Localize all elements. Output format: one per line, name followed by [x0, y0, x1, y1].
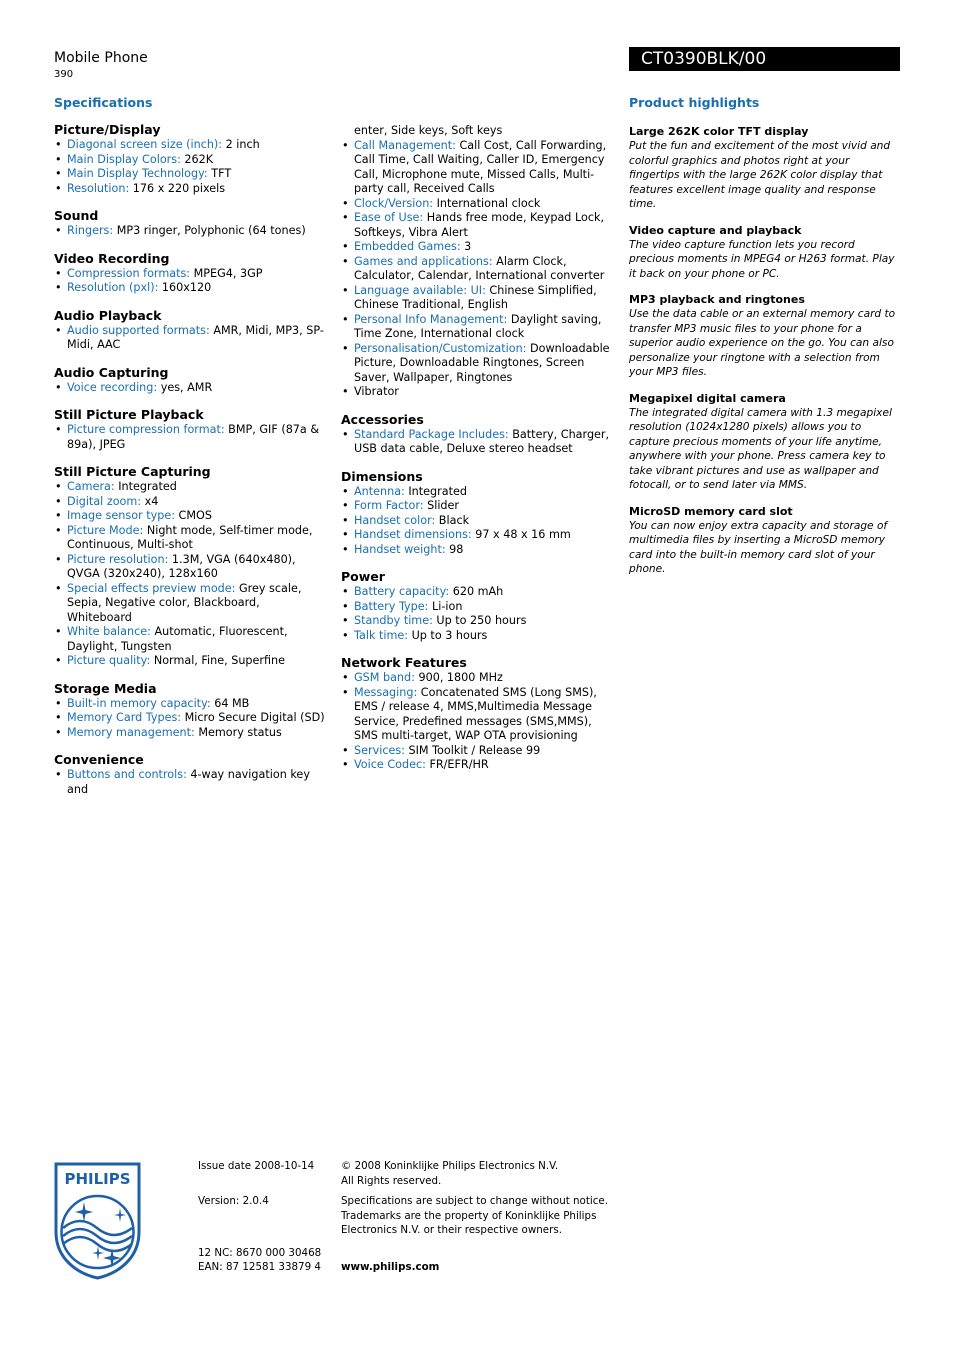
- spec-list: [54, 423, 326, 452]
- spec-item: [341, 385, 613, 400]
- highlight-title: MicroSD memory card slot: [629, 504, 793, 518]
- spec-item: [54, 224, 326, 239]
- spec-value: MPEG4, 3GP: [190, 266, 263, 280]
- spec-item: [341, 543, 613, 558]
- spec-list: [341, 485, 613, 558]
- spec-value: enter, Side keys, Soft keys: [354, 124, 503, 137]
- section-title: Convenience: [54, 752, 144, 767]
- spec-key: Compression formats:: [67, 266, 191, 280]
- notice-line-3: Electronics N.V. or their respective owners.: [341, 1224, 562, 1236]
- spec-item: [341, 671, 613, 686]
- spec-item: [341, 313, 613, 342]
- spec-list: [54, 324, 326, 353]
- spec-key: Picture resolution:: [67, 552, 169, 566]
- spec-item: [54, 423, 326, 452]
- spec-key: Games and applications:: [354, 254, 493, 268]
- spec-key: GSM band:: [354, 671, 415, 684]
- spec-key: Built-in memory capacity:: [67, 696, 211, 710]
- nc-code: 12 NC: 8670 000 30468: [198, 1247, 322, 1259]
- spec-item: [341, 342, 613, 386]
- notice: [341, 1194, 608, 1238]
- spec-item: [341, 255, 613, 284]
- section-title: Accessories: [341, 411, 424, 427]
- product-title: Mobile Phone: [54, 50, 148, 66]
- spec-item: [54, 153, 326, 168]
- section-title: Audio Capturing: [54, 364, 169, 380]
- section-title: Storage Media: [54, 680, 157, 696]
- spec-key: Special effects preview mode:: [67, 581, 236, 595]
- section-title: Network Features: [341, 655, 467, 670]
- highlight-text: Use the data cable or an external memory card to transfer MP3 music files to your phone for a superior audio experience on the go. You can also personalize your ringtone with a selection from your MP3 files.: [629, 308, 896, 378]
- section-title: Still Picture Capturing: [54, 464, 211, 479]
- spec-value: AMR, Midi, MP3, SP-Midi, AAC: [67, 323, 324, 351]
- spec-item: [341, 585, 613, 600]
- spec-item: [54, 267, 326, 282]
- issue-date: Issue date 2008-10-14: [198, 1160, 315, 1172]
- spec-key: Ringers:: [67, 224, 114, 237]
- spec-list: [54, 480, 326, 669]
- highlight-title: MP3 playback and ringtones: [629, 293, 805, 306]
- spec-key: White balance:: [67, 625, 151, 638]
- spec-list: [54, 768, 326, 797]
- spec-value: SIM Toolkit / Release 99: [404, 743, 541, 757]
- spec-item: [54, 768, 326, 797]
- spec-value: Up to 3 hours: [408, 628, 488, 642]
- spec-key: Antenna:: [354, 484, 405, 498]
- spec-key: Picture Mode:: [67, 523, 144, 537]
- spec-key: Picture compression format:: [67, 423, 225, 436]
- spec-key: Services:: [354, 743, 405, 757]
- spec-list: [341, 585, 613, 643]
- notice-line-1: Specifications are subject to change without notice.: [341, 1195, 609, 1207]
- notice-line-2: Trademarks are the property of Koninklijke Philips: [341, 1209, 597, 1222]
- spec-value: MP3 ringer, Polyphonic (64 tones): [113, 224, 306, 237]
- spec-item: [54, 480, 326, 495]
- spec-value: Hands free mode, Keypad Lock, Softkeys, Vibra Alert: [354, 211, 605, 239]
- spec-value: Memory status: [194, 725, 282, 739]
- spec-key: Language available: UI:: [354, 283, 486, 297]
- spec-key: Memory Card Types:: [67, 711, 182, 724]
- spec-value: 176 x 220 pixels: [129, 181, 226, 195]
- spec-item: [54, 381, 326, 396]
- spec-item: [54, 582, 326, 626]
- spec-list: [341, 124, 613, 400]
- spec-item: [54, 524, 326, 553]
- spec-key: Diagonal screen size (inch):: [67, 138, 223, 151]
- spec-key: Digital zoom:: [67, 494, 142, 508]
- copyright-line-2: All Rights reserved.: [341, 1174, 442, 1187]
- spec-key: Main Display Colors:: [67, 152, 181, 166]
- spec-value: 64 MB: [210, 696, 250, 710]
- spec-item: [341, 514, 613, 529]
- section-title: Audio Playback: [54, 307, 162, 323]
- spec-key: Picture quality:: [67, 654, 151, 667]
- spec-value: yes, AMR: [157, 380, 213, 394]
- highlights-column: [629, 124, 901, 588]
- spec-key: Resolution (pxl):: [67, 281, 159, 294]
- ean-code: EAN: 87 12581 33879 4: [198, 1261, 321, 1273]
- spec-key: Ease of Use:: [354, 211, 424, 224]
- philips-logo: [54, 1162, 141, 1280]
- spec-value: Vibrator: [354, 385, 399, 398]
- spec-value: BMP, GIF (87a & 89a), JPEG: [67, 423, 320, 451]
- spec-value: Slider: [423, 499, 460, 512]
- highlight-text: The integrated digital camera with 1.3 megapixel resolution (1024x1280 pixels) allows you to capture precious moments of your life anytime, anywhere with your phone. Press camera key to take vibrant pictures and use as wallpaper and fotocall, or to send later via MMS.: [629, 406, 892, 491]
- spec-value: Li-ion: [428, 599, 463, 613]
- spec-item: [341, 528, 613, 543]
- spec-value: Daylight saving, Time Zone, International clock: [354, 312, 602, 340]
- spec-key: Personalisation/Customization:: [354, 341, 527, 355]
- spec-value: x4: [141, 494, 159, 508]
- spec-value: International clock: [433, 196, 541, 210]
- spec-value: Alarm Clock, Calculator, Calendar, International converter: [354, 254, 605, 282]
- highlight-text: You can now enjoy extra capacity and storage of multimedia files by inserting a MicroSD memory card into the built-in memory card slot of your phone.: [629, 519, 888, 575]
- spec-key: Clock/Version:: [354, 196, 434, 210]
- spec-value: Call Cost, Call Forwarding, Call Time, Call Waiting, Caller ID, Emergency Call, Microphone mute, Missed Calls, Multi-party call, Received Calls: [354, 138, 607, 195]
- spec-value: Night mode, Self-timer mode, Continuous, Multi-shot: [67, 523, 313, 551]
- spec-key: Handset weight:: [354, 542, 446, 556]
- spec-item: [341, 240, 613, 255]
- spec-item: [54, 711, 326, 726]
- spec-item: [341, 499, 613, 514]
- website-link[interactable]: www.philips.com: [341, 1261, 440, 1273]
- spec-key: Form Factor:: [354, 499, 424, 512]
- spec-item: [54, 654, 326, 669]
- spec-value: Integrated: [404, 484, 467, 498]
- spec-item: [54, 138, 326, 153]
- spec-value: 97 x 48 x 16 mm: [471, 528, 571, 541]
- spec-item: [341, 600, 613, 615]
- spec-key: Embedded Games:: [354, 240, 461, 253]
- highlights-heading: Product highlights: [629, 95, 760, 110]
- spec-key: Memory management:: [67, 725, 195, 739]
- version: Version: 2.0.4: [198, 1195, 269, 1207]
- spec-item: [54, 726, 326, 741]
- spec-item: [341, 744, 613, 759]
- spec-key: Talk time:: [354, 628, 409, 642]
- spec-list: [54, 224, 326, 239]
- spec-list: [54, 138, 326, 196]
- spec-value: 2 inch: [222, 138, 260, 151]
- product-number: 390: [54, 69, 74, 80]
- spec-value: Integrated: [114, 480, 177, 493]
- spec-key: Messaging:: [354, 685, 418, 699]
- spec-item: [54, 281, 326, 296]
- spec-item: [341, 124, 613, 139]
- spec-value: Automatic, Fluorescent, Daylight, Tungsten: [67, 625, 288, 653]
- spec-value: 620 mAh: [449, 585, 504, 598]
- spec-item: [341, 197, 613, 212]
- spec-column-2: [341, 124, 613, 785]
- spec-item: [54, 553, 326, 582]
- spec-item: [54, 182, 326, 197]
- section-title: Dimensions: [341, 468, 423, 484]
- spec-item: [54, 324, 326, 353]
- section-title: Power: [341, 569, 385, 584]
- spec-key: Main Display Technology:: [67, 167, 208, 180]
- spec-key: Battery Type:: [354, 599, 429, 613]
- spec-value: Downloadable Picture, Downloadable Ringtones, Screen Saver, Wallpaper, Ringtones: [354, 341, 610, 384]
- spec-item: [341, 758, 613, 773]
- section-title: Still Picture Playback: [54, 407, 204, 422]
- spec-column-1: [54, 122, 326, 809]
- spec-item: [54, 697, 326, 712]
- spec-value: Chinese Simplified, Chinese Traditional, English: [354, 283, 597, 311]
- spec-key: Call Management:: [354, 138, 456, 152]
- spec-value: Concatenated SMS (Long SMS), EMS / release 4, MMS,Multimedia Message Service, Predefined messages (SMS,MMS), SMS multi-target, WAP OTA provisioning: [354, 685, 597, 742]
- spec-list: [54, 381, 326, 396]
- highlight-text: Put the fun and excitement of the most vivid and colorful graphics and photos right at your fingertips with the large 262K color display that features excellent image quality and response time.: [629, 140, 891, 210]
- spec-key: Voice recording:: [67, 380, 158, 394]
- spec-key: Standard Package Includes:: [354, 427, 509, 441]
- spec-value: 98: [445, 542, 464, 556]
- spec-list: [54, 697, 326, 741]
- spec-key: Handset color:: [354, 513, 436, 527]
- copyright-line-1: © 2008 Koninklijke Philips Electronics N.V.: [341, 1160, 559, 1172]
- spec-key: Audio supported formats:: [67, 323, 210, 337]
- spec-list: [341, 428, 613, 457]
- spec-item: [341, 629, 613, 644]
- spec-key: Handset dimensions:: [354, 528, 472, 541]
- spec-value: FR/EFR/HR: [425, 758, 489, 771]
- model-number: CT0390BLK/00: [641, 49, 767, 69]
- highlight-title: Megapixel digital camera: [629, 391, 786, 405]
- spec-value: 262K: [180, 152, 214, 166]
- spec-value: Micro Secure Digital (SD): [181, 711, 325, 724]
- spec-value: 900, 1800 MHz: [414, 671, 503, 684]
- section-title: Sound: [54, 208, 99, 223]
- spec-value: Grey scale, Sepia, Negative color, Blackboard, Whiteboard: [67, 581, 302, 624]
- spec-value: 3: [460, 240, 472, 253]
- spec-key: Voice Codec:: [354, 758, 426, 771]
- spec-value: 160x120: [158, 281, 212, 294]
- spec-item: [341, 211, 613, 240]
- spec-key: Camera:: [67, 480, 115, 493]
- spec-value: Up to 250 hours: [432, 614, 527, 627]
- spec-list: [54, 267, 326, 296]
- spec-key: Personal Info Management:: [354, 312, 508, 326]
- spec-item: [54, 167, 326, 182]
- specifications-heading: Specifications: [54, 95, 153, 110]
- spec-item: [341, 686, 613, 744]
- spec-value: Black: [435, 513, 470, 527]
- spec-item: [54, 495, 326, 510]
- spec-value: Battery, Charger, USB data cable, Deluxe stereo headset: [354, 427, 610, 455]
- spec-item: [341, 428, 613, 457]
- spec-value: Normal, Fine, Superfine: [150, 654, 286, 667]
- spec-item: [54, 625, 326, 654]
- spec-key: Resolution:: [67, 181, 130, 195]
- spec-item: [54, 509, 326, 524]
- highlight-title: Large 262K color TFT display: [629, 125, 809, 138]
- spec-item: [341, 139, 613, 197]
- svg-text:PHILIPS: PHILIPS: [64, 1170, 131, 1188]
- model-bar: [629, 47, 900, 71]
- highlight-title: Video capture and playback: [629, 223, 802, 237]
- spec-item: [341, 284, 613, 313]
- spec-item: [341, 485, 613, 500]
- section-title: Picture/Display: [54, 122, 161, 137]
- spec-key: Image sensor type:: [67, 509, 175, 522]
- copyright: [341, 1159, 558, 1188]
- spec-key: Battery capacity:: [354, 585, 450, 598]
- spec-value: CMOS: [175, 509, 212, 522]
- section-title: Video Recording: [54, 250, 170, 266]
- spec-value: 1.3M, VGA (640x480), QVGA (320x240), 128x160: [67, 552, 296, 580]
- highlight-text: The video capture function lets you record precious moments in MPEG4 or H263 format. Play it back on your phone or PC.: [629, 238, 895, 280]
- spec-value: 4-way navigation key and: [67, 768, 310, 796]
- spec-key: Standby time:: [354, 614, 433, 627]
- spec-key: Buttons and controls:: [67, 768, 187, 781]
- spec-value: TFT: [207, 167, 232, 180]
- spec-list: [341, 671, 613, 773]
- spec-item: [341, 614, 613, 629]
